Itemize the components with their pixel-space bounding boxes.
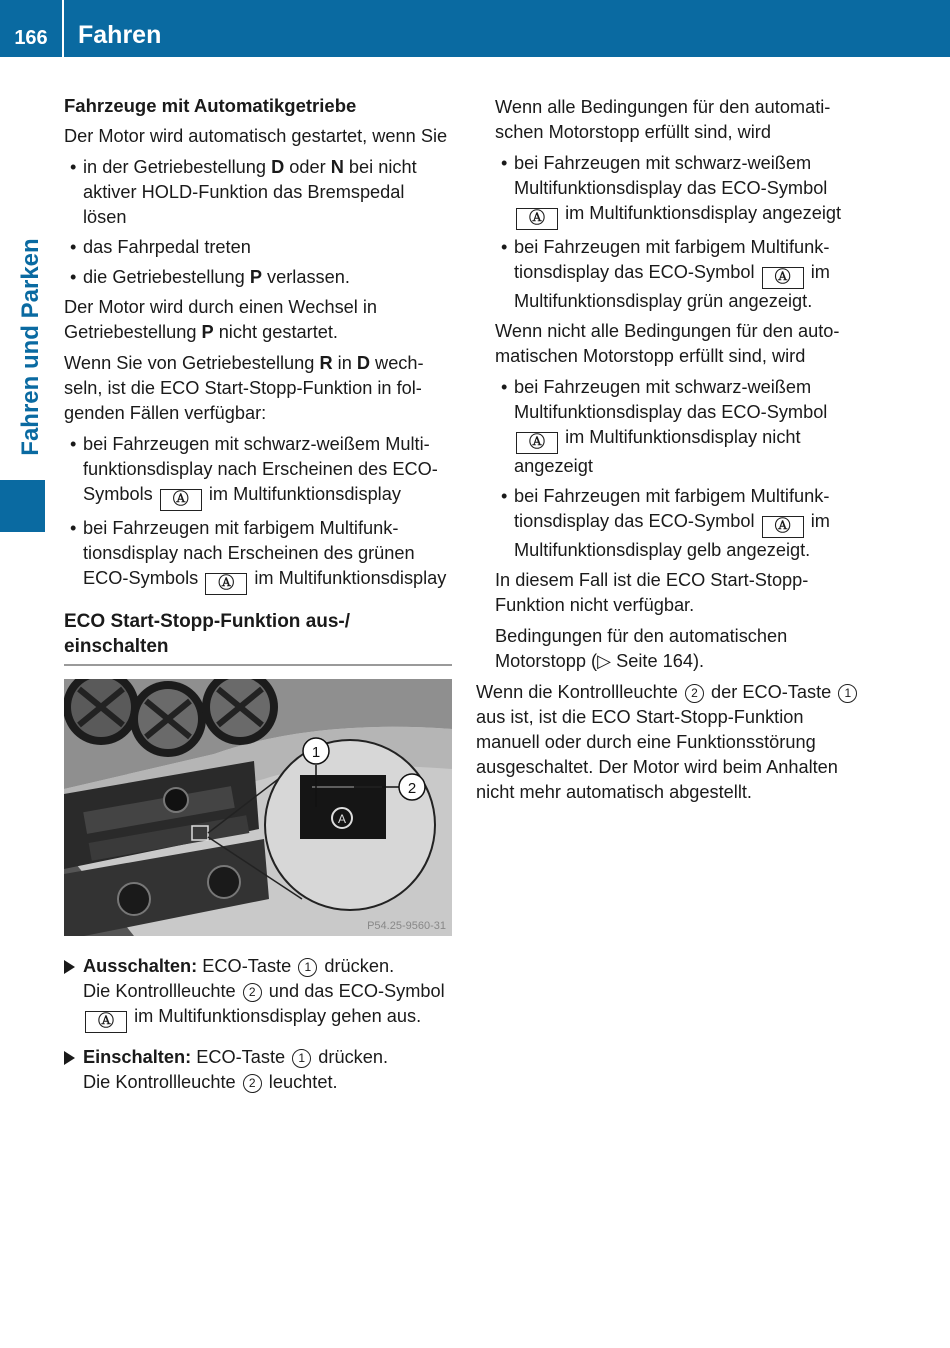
eco-symbol-icon: Ⓐ (85, 1011, 127, 1033)
bullet-list (64, 432, 452, 595)
paragraph: In diesem Fall ist die ECO Start-Stopp-Funktion nicht verfügbar. (495, 570, 809, 615)
list-item: • bei Fahrzeugen mit farbigem Multifunktionsdisplay das ECO-Symbol Ⓐ im Multifunktionsdisplay grün angezeigt. (495, 235, 871, 314)
section-heading-automatic: Fahrzeuge mit Automatikgetriebe (64, 95, 357, 116)
list-item: • bei Fahrzeugen mit schwarz-weißem Multifunktionsdisplay das ECO-Symbol Ⓐ im Multifunktionsdisplay nicht angezeigt (495, 375, 871, 479)
list-item: • das Fahrpedal treten (64, 235, 452, 260)
header-divider (62, 0, 64, 57)
paragraph: Der Motor wird durch einen Wechsel in Getriebestellung P nicht gestartet. (64, 297, 378, 342)
photo-code: P54.25-9560-31 (367, 920, 446, 932)
eco-symbol-icon: Ⓐ (516, 432, 558, 454)
list-item: • bei Fahrzeugen mit farbigem Multifunktionsdisplay nach Erscheinen des grünen ECO-Symbols Ⓐ im Multifunktionsdisplay (64, 516, 452, 595)
svg-text:2: 2 (407, 780, 417, 797)
eco-symbol-icon: Ⓐ (160, 489, 202, 511)
svg-text:1: 1 (311, 744, 321, 761)
svg-text:A: A (337, 812, 347, 826)
paragraph: Wenn Sie von Getriebestellung R in D wechseln, ist die ECO Start-Stopp-Funktion in folgenden Fällen verfügbar: (64, 353, 424, 423)
number-2-icon: 2 (243, 1074, 262, 1093)
page-ref-arrow-icon: ▷ (597, 651, 612, 671)
section-heading-eco-toggle: ECO Start-Stopp-Funktion aus-/ einschalten (64, 609, 452, 666)
eco-symbol-icon: Ⓐ (762, 516, 804, 538)
list-item: • bei Fahrzeugen mit farbigem Multifunktionsdisplay das ECO-Symbol Ⓐ im Multifunktionsdisplay gelb angezeigt. (495, 484, 871, 563)
number-2-icon: 2 (685, 684, 704, 703)
side-tab-label: Fahren und Parken (17, 238, 44, 456)
dashboard-photo (64, 679, 452, 936)
eco-symbol-icon: Ⓐ (762, 267, 804, 289)
list-item: • bei Fahrzeugen mit schwarz-weißem Multifunktionsdisplay nach Erscheinen des ECO-Symbols Ⓐ im Multifunktionsdisplay (64, 432, 452, 511)
list-item: • die Getriebestellung P verlassen. (64, 265, 452, 290)
bullet-list (476, 151, 871, 314)
eco-symbol-icon: Ⓐ (516, 208, 558, 230)
left-column (64, 93, 452, 1107)
bullet-list (64, 155, 452, 290)
paragraph: Wenn alle Bedingungen für den automatischen Motorstopp erfüllt sind, wird (495, 97, 831, 142)
number-1-icon: 1 (298, 958, 317, 977)
paragraph: Der Motor wird automatisch gestartet, wenn Sie (64, 126, 448, 146)
right-column (476, 95, 871, 811)
eco-symbol-icon: Ⓐ (205, 573, 247, 595)
action-item: Ausschalten: ECO-Taste 1 drücken. Die Kontrollleuchte 2 und das ECO-Symbol Ⓐ im Multifunktionsdisplay gehen aus. (64, 954, 452, 1033)
list-item: • bei Fahrzeugen mit schwarz-weißem Multifunktionsdisplay das ECO-Symbol Ⓐ im Multifunktionsdisplay angezeigt (495, 151, 871, 230)
list-item: • in der Getriebestellung D oder N bei nicht aktiver HOLD-Funktion das Bremspedal lösen (64, 155, 452, 230)
page-title: Fahren (78, 21, 162, 49)
bullet-list (476, 375, 871, 563)
paragraph: Wenn nicht alle Bedingungen für den automatischen Motorstopp erfüllt sind, wird (495, 321, 840, 366)
number-2-icon: 2 (243, 983, 262, 1002)
page-number: 166 (14, 27, 48, 49)
action-arrow-icon (64, 960, 75, 974)
number-1-icon: 1 (838, 684, 857, 703)
page-header (0, 0, 950, 57)
action-arrow-icon (64, 1051, 75, 1065)
number-1-icon: 1 (292, 1049, 311, 1068)
paragraph: Wenn die Kontrollleuchte 2 der ECO-Taste 1 aus ist, ist die ECO Start-Stopp-Funktion manuell oder durch eine Funktionsstörung ausgeschaltet. Der Motor wird beim Anhalten nicht mehr automatisch abgestellt. (476, 680, 871, 805)
paragraph: Bedingungen für den automatischen Motorstopp (▷ Seite 164). (495, 626, 788, 671)
action-item: Einschalten: ECO-Taste 1 drücken. Die Kontrollleuchte 2 leuchtet. (64, 1045, 452, 1095)
side-tab-marker (0, 480, 45, 532)
